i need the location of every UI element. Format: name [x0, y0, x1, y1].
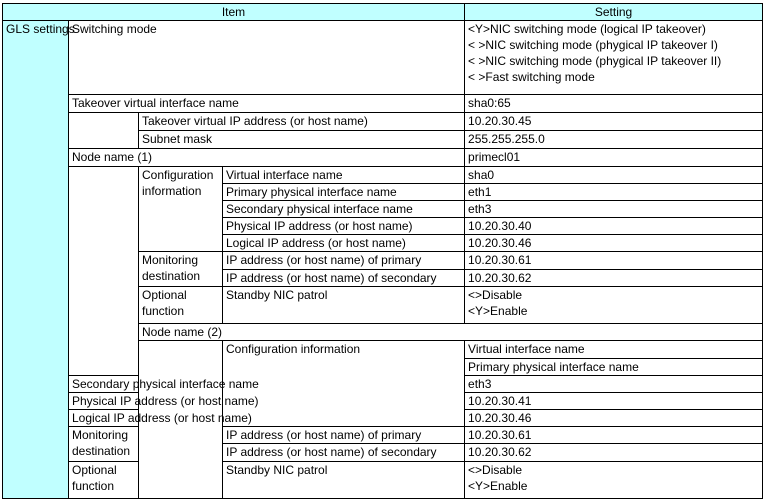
node-spacer — [69, 166, 139, 375]
node-name-value: primecl01 — [465, 149, 763, 166]
monitor-row-value: 10.20.30.62 — [465, 269, 763, 286]
configuration-information-label: Configuration information — [139, 166, 223, 252]
switching-mode-options — [465, 21, 763, 95]
switching-mode-label: Switching mode — [69, 21, 465, 95]
switching-mode-row — [3, 21, 763, 95]
config-row-label: Secondary physical interface name — [223, 200, 465, 217]
switching-option: < >NIC switching mode (phygical IP takeover I) — [468, 38, 718, 53]
takeover-vif-label: Takeover virtual interface name — [69, 94, 465, 112]
config-row-label: Physical IP address (or host name) — [69, 392, 139, 409]
config-row-label: Virtual interface name — [465, 341, 763, 358]
monitor-row-label: IP address (or host name) of primary — [223, 427, 465, 444]
configuration-information-label: Configuration information — [223, 341, 465, 427]
standby-nic-patrol-options — [465, 286, 763, 323]
config-row-label: Secondary physical interface name — [69, 375, 139, 392]
takeover-vif-value: sha0:65 — [465, 94, 763, 112]
switching-option: < >NIC switching mode (phygical IP takeover II) — [468, 54, 722, 69]
standby-nic-patrol-options — [465, 461, 763, 498]
takeover-ip-value: 10.20.30.45 — [465, 113, 763, 131]
takeover-vif-row — [3, 94, 763, 112]
takeover-spacer — [69, 113, 139, 149]
node-name-row — [3, 149, 763, 166]
monitor-row-value: 10.20.30.62 — [465, 444, 763, 461]
header-row — [3, 4, 763, 21]
item-column-header: Item — [3, 4, 465, 21]
subnet-mask-label: Subnet mask — [139, 131, 465, 149]
subnet-mask-value: 255.255.255.0 — [465, 131, 763, 149]
monitoring-destination-label: Monitoring destination — [69, 427, 139, 461]
config-row — [3, 166, 763, 183]
patrol-option: <>Disable — [468, 287, 523, 302]
patrol-option: <Y>Enable — [468, 303, 528, 318]
config-row-value: 10.20.30.46 — [465, 235, 763, 252]
config-row-label: Logical IP address (or host name) — [223, 235, 465, 252]
monitor-row-label: IP address (or host name) of primary — [223, 252, 465, 269]
patrol-option: <Y>Enable — [468, 478, 528, 493]
config-row-value: eth3 — [465, 375, 763, 392]
monitor-row-value: 10.20.30.61 — [465, 427, 763, 444]
config-row-value: eth3 — [465, 200, 763, 217]
monitor-row — [3, 427, 763, 444]
config-row-label: Primary physical interface name — [465, 358, 763, 375]
config-row-value: eth1 — [465, 183, 763, 200]
takeover-ip-label: Takeover virtual IP address (or host name) — [139, 113, 465, 131]
monitor-row-label: IP address (or host name) of secondary — [223, 269, 465, 286]
gls-settings-label: GLS settings — [3, 21, 69, 499]
node-name-label: Node name (1) — [69, 149, 465, 166]
switching-option: < >Fast switching mode — [468, 70, 595, 85]
monitor-row-value: 10.20.30.61 — [465, 252, 763, 269]
optional-function-label: Optional function — [69, 461, 139, 498]
config-row-value: sha0 — [465, 166, 763, 183]
patrol-option: <>Disable — [468, 462, 523, 477]
config-row-label: Physical IP address (or host name) — [223, 218, 465, 235]
config-row-value: 10.20.30.41 — [465, 392, 763, 409]
switching-option: <Y>NIC switching mode (logical IP takeover) — [468, 22, 706, 37]
node-name-label: Node name (2) — [139, 324, 763, 341]
gls-settings-table — [2, 3, 763, 499]
standby-nic-patrol-label: Standby NIC patrol — [223, 461, 465, 498]
optional-function-label: Optional function — [139, 286, 223, 323]
config-row-value: 10.20.30.40 — [465, 218, 763, 235]
config-row-label: Primary physical interface name — [223, 183, 465, 200]
standby-nic-patrol-label: Standby NIC patrol — [223, 286, 465, 323]
setting-column-header: Setting — [465, 4, 763, 21]
monitoring-destination-label: Monitoring destination — [139, 252, 223, 286]
config-row-value: 10.20.30.46 — [465, 410, 763, 427]
takeover-ip-row — [3, 113, 763, 131]
monitor-row-label: IP address (or host name) of secondary — [223, 444, 465, 461]
optional-function-row — [3, 461, 763, 498]
config-row-label: Logical IP address (or host name) — [69, 410, 139, 427]
config-row-label: Virtual interface name — [223, 166, 465, 183]
